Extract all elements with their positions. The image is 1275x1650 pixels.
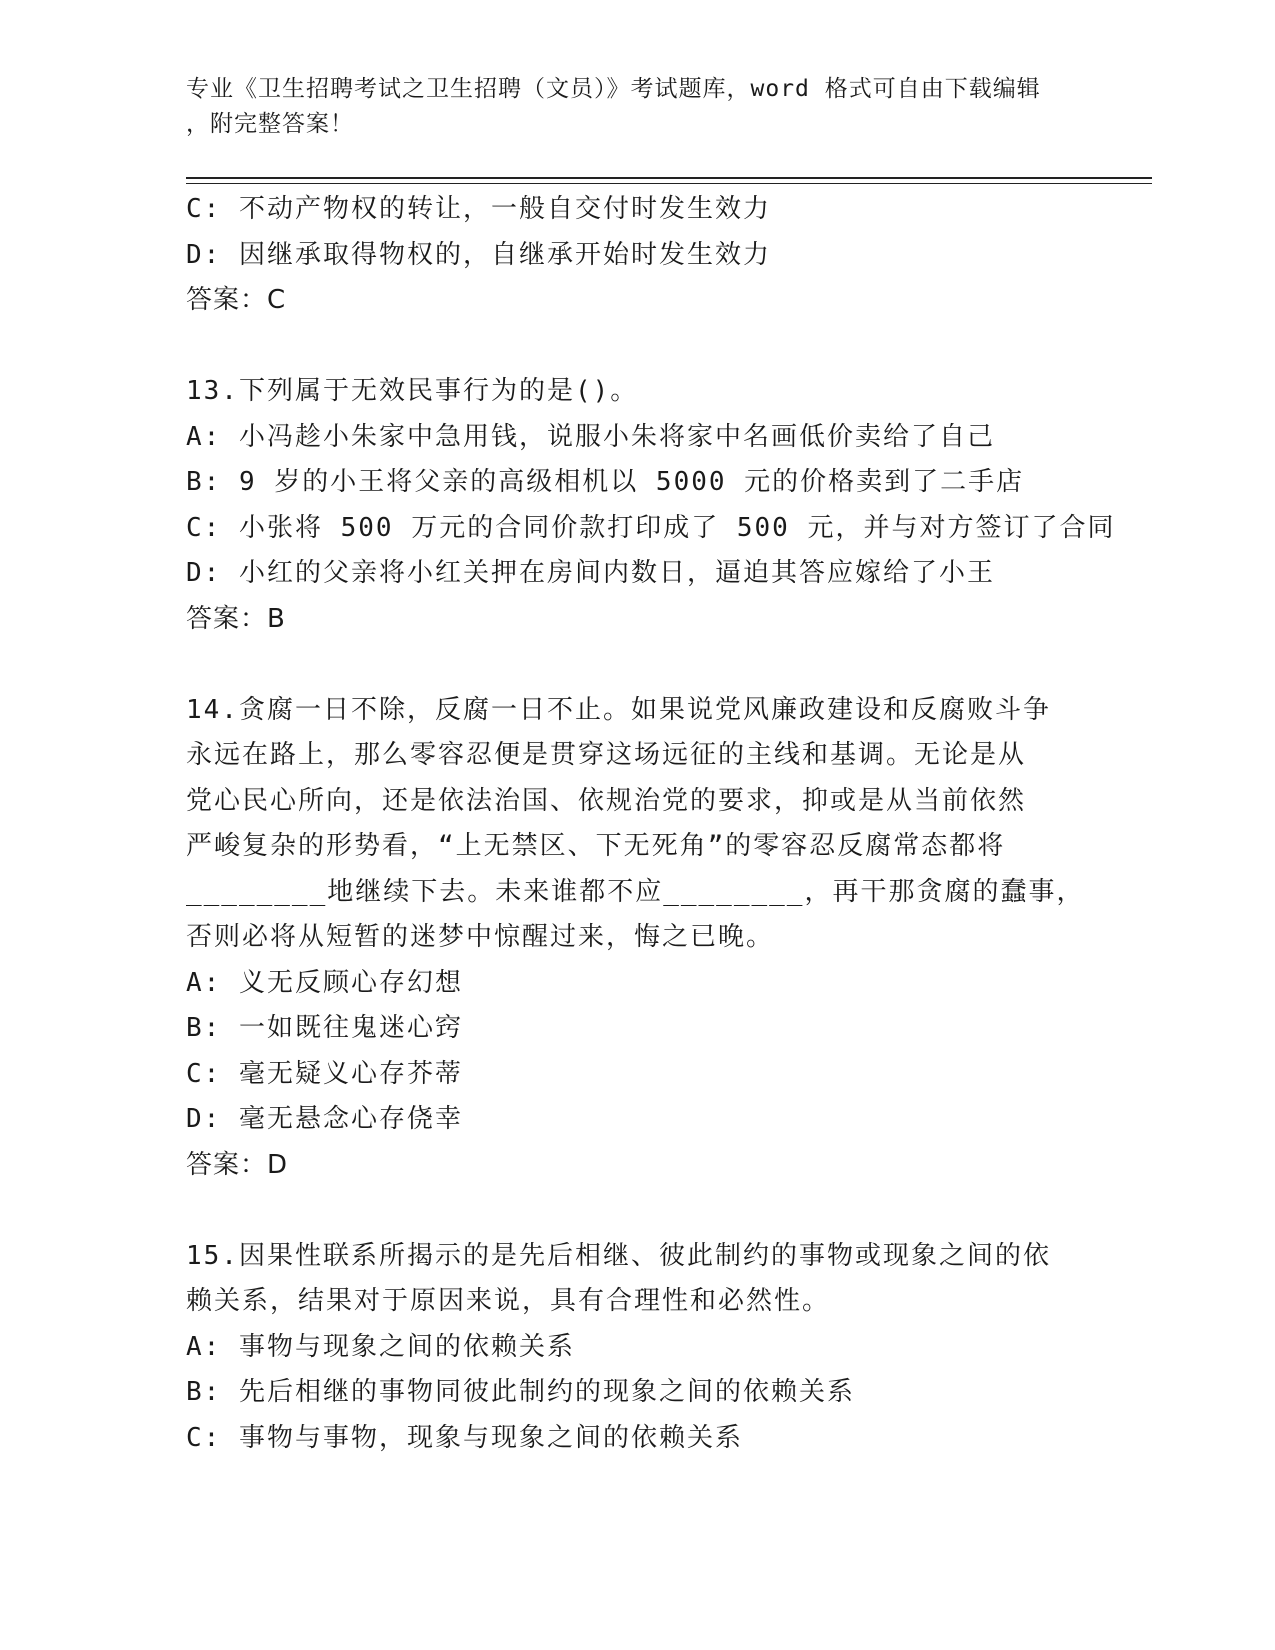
question-stem: 13.下列属于无效民事行为的是()。: [186, 376, 639, 406]
option-c: C: 事物与事物，现象与现象之间的依赖关系: [186, 1422, 743, 1453]
question-stem-line: 否则必将从短暂的迷梦中惊醒过来，悔之已晚。: [186, 922, 775, 952]
option-d: D: 小红的父亲将小红关押在房间内数日，逼迫其答应嫁给了小王: [186, 558, 995, 588]
answer-line: 答案：D: [186, 1149, 289, 1180]
option-a: A: 事物与现象之间的依赖关系: [186, 1331, 575, 1362]
header-divider-thick: [186, 177, 1152, 179]
document-header: [186, 72, 1066, 142]
question-13: [186, 369, 1116, 642]
option-a: A: 小冯趁小朱家中急用钱，说服小朱将家中名画低价卖给了自己: [186, 421, 995, 452]
question-stem-line: 赖关系，结果对于原因来说，具有合理性和必然性。: [186, 1286, 831, 1316]
option-c: C: 不动产物权的转让，一般自交付时发生效力: [186, 194, 771, 224]
option-b: B: 先后相继的事物同彼此制约的现象之间的依赖关系: [186, 1377, 855, 1407]
question-stem-line: ________地继续下去。未来谁都不应________，再干那贪腐的蠢事，: [186, 876, 1085, 907]
question-content: [186, 187, 1116, 1461]
option-a: A: 义无反顾心存幻想: [186, 967, 463, 998]
question-stem-line: 永远在路上，那么零容忍便是贯穿这场远征的主线和基调。无论是从: [186, 740, 1027, 770]
question-12-tail: [186, 187, 1086, 324]
option-b: B: 9 岁的小王将父亲的高级相机以 5000 元的价格卖到了二手店: [186, 467, 1025, 497]
option-c: C: 小张将 500 万元的合同价款打印成了 500 元，并与对方签订了合同: [186, 512, 1116, 543]
question-stem-line: 14.贪腐一日不除，反腐一日不止。如果说党风廉政建设和反腐败斗争: [186, 694, 1051, 725]
spacer: [186, 1188, 1086, 1234]
question-14: [186, 688, 1086, 1189]
answer-line: 答案：B: [186, 603, 286, 634]
answer-line: 答案：C: [186, 285, 287, 315]
option-d: D: 因继承取得物权的，自继承开始时发生效力: [186, 239, 771, 270]
option-c: C: 毫无疑义心存芥蒂: [186, 1058, 463, 1089]
spacer: [186, 642, 1086, 688]
question-stem-line: 15.因果性联系所揭示的是先后相继、彼此制约的事物或现象之间的依: [186, 1240, 1051, 1271]
question-15: [186, 1234, 1086, 1462]
option-d: D: 毫无悬念心存侥幸: [186, 1104, 463, 1134]
spacer: [186, 324, 1086, 370]
header-divider-thin: [186, 183, 1152, 184]
option-b: B: 一如既往鬼迷心窍: [186, 1013, 463, 1043]
header-title-line-1: 专业《卫生招聘考试之卫生招聘（文员）》考试题库，word 格式可自由下载编辑: [186, 76, 1041, 102]
header-title-line-2: ，附完整答案！: [186, 111, 354, 137]
question-stem-line: 党心民心所向，还是依法治国、依规治党的要求，抑或是从当前依然: [186, 785, 1027, 816]
question-stem-line: 严峻复杂的形势看，“上无禁区、下无死角”的零容忍反腐常态都将: [186, 831, 1006, 861]
